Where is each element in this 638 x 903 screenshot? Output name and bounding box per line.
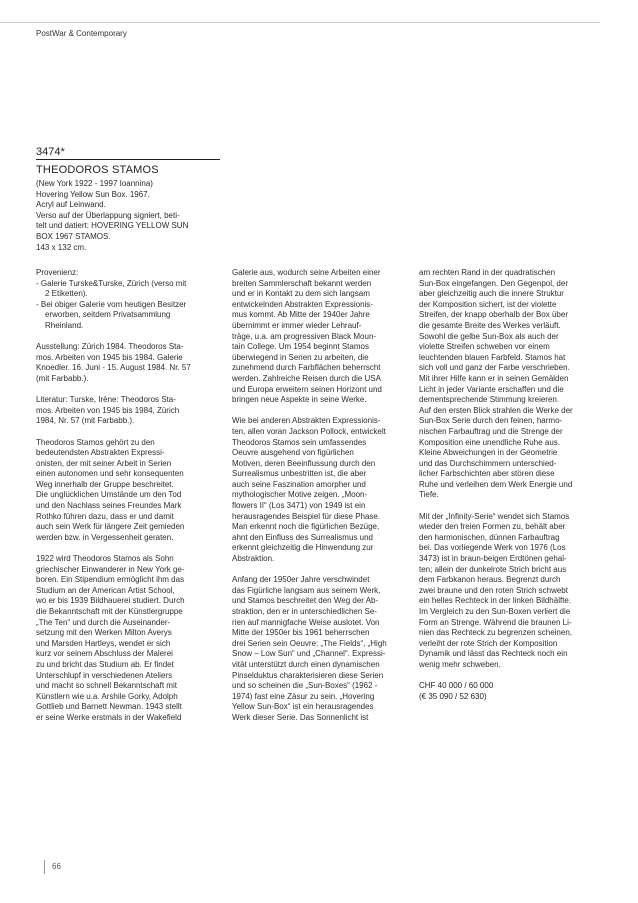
text-line: ten; allein der dunkelrote Strich bricht aus bbox=[419, 564, 567, 574]
text-line: einen autonomen und sehr konsequenten bbox=[36, 469, 184, 479]
text-line: rien auf mannigfache Weise auslotet. Von bbox=[232, 617, 380, 627]
text-line: dementsprechende Stimmung kreieren. bbox=[419, 395, 560, 405]
text-line: entwickelnden Abstrakten Expressionis- bbox=[232, 299, 373, 309]
text-line: boren. Ein Stipendium ermöglicht ihm das bbox=[36, 575, 185, 585]
text-line: wenig mehr schweben. bbox=[419, 659, 501, 669]
text-line: Galerie aus, wodurch seine Arbeiten einer bbox=[232, 268, 381, 277]
text-line: Sowohl die gelbe Sun-Box als auch der bbox=[419, 331, 559, 341]
text-line: auch sein Werk für längere Zeit gemieden bbox=[36, 522, 185, 532]
text-line: flowers II“ (Los 3471) von 1949 ist ein bbox=[232, 501, 366, 511]
text-line: und das Durchschimmern unterschied- bbox=[419, 458, 557, 468]
text-line: und den Nachlass seines Freundes Mark bbox=[36, 501, 182, 511]
text-line: Mit der „Infinity-Serie“ wendet sich Stamos bbox=[419, 511, 570, 521]
text-line: Dynamik und lässt das Rechteck noch ein bbox=[419, 649, 568, 659]
footer-rule bbox=[44, 860, 45, 874]
text-line: das Figürliche langsam aus seinem Werk, bbox=[232, 585, 381, 595]
text-line: kurz vor seinem Abschluss der Malerei bbox=[36, 649, 173, 659]
text-line: übernimmt er immer wieder Lehrauf- bbox=[232, 320, 362, 330]
text-line: den harmonischen, dünnen Farbauftrag bbox=[419, 532, 560, 542]
text-line: am rechten Rand in der quadratischen bbox=[419, 268, 556, 277]
text-line: und Europa erweitern seinen Horizont und bbox=[232, 384, 382, 394]
section-label: PostWar & Contemporary bbox=[36, 29, 127, 38]
text-line: der Komposition sichert, ist der violette bbox=[419, 299, 557, 309]
text-line: 1922 wird Theodoros Stamos als Sohn bbox=[36, 554, 174, 564]
text-line: zwei braune und den roten Strich schwebt bbox=[419, 585, 568, 595]
text-line: er seine Werke erstmals in der Wakefield bbox=[36, 712, 182, 722]
text-line: aber gleichzeitig auch die innere Struktur bbox=[419, 289, 564, 299]
page-number: 66 bbox=[52, 862, 61, 871]
text-line: breiten Sammlerschaft bekannt werden bbox=[232, 278, 372, 288]
text-line: Abstraktion. bbox=[232, 554, 275, 564]
text-line: zu und bricht das Studium ab. Er findet bbox=[36, 659, 174, 669]
text-line: auch seine Faszination amorpher und bbox=[232, 479, 366, 489]
text-line: mos. Arbeiten von 1945 bis 1984, Zürich bbox=[36, 405, 180, 415]
text-line: Komposition eine unendliche Ruhe aus. bbox=[419, 437, 560, 447]
text-line: Rothko führen dazu, dass er und damit bbox=[36, 511, 174, 521]
text-line: - Galerie Turske&Turske, Zürich (verso mit bbox=[36, 278, 187, 288]
text-line: (mit Farbabb.). bbox=[36, 373, 89, 383]
text-line: Theodoros Stamos gehört zu den bbox=[36, 437, 155, 447]
text-line: Licht in jeder Variante erschaffen und die bbox=[419, 384, 564, 394]
paragraph-gap bbox=[36, 332, 224, 343]
text-line: Kleine Abweichungen in der Geometrie bbox=[419, 448, 558, 458]
text-line: Die unglücklichen Umstände um den Tod bbox=[36, 490, 182, 500]
text-line: 3473) ist in braun-beigen Erdtönen gehal- bbox=[419, 554, 567, 564]
artist-name: THEODOROS STAMOS bbox=[36, 164, 159, 176]
text-line: Mitte der 1950er bis 1961 beherrschen bbox=[232, 628, 370, 638]
text-line: sich voll und ganz der Farbe verschrieben. bbox=[419, 363, 570, 373]
text-line: straktion, den er in unterschiedlichen Se- bbox=[232, 607, 377, 616]
text-line: Oeuvre ausgehend von figürlichen bbox=[232, 448, 354, 458]
text-column-left bbox=[36, 268, 224, 724]
text-column-right bbox=[419, 268, 605, 702]
text-line: licher Farbschichten aber stören diese bbox=[419, 469, 555, 479]
text-line: Provenienz: bbox=[36, 268, 79, 277]
text-line: griechischer Einwanderer in New York ge- bbox=[36, 564, 185, 574]
text-line: werden bzw. in Vergessenheit geraten. bbox=[36, 532, 174, 542]
paragraph-gap bbox=[36, 385, 224, 396]
text-line: Tiefe. bbox=[419, 490, 439, 500]
text-line: Auf den ersten Blick strahlen die Werke der bbox=[419, 405, 573, 415]
text-line: tain College. Um 1954 beginnt Stamos bbox=[232, 342, 369, 352]
text-line: und macht so schnell Bekanntschaft mit bbox=[36, 681, 177, 691]
paragraph-gap bbox=[36, 427, 224, 438]
text-line: träge, u.a. am progressiven Black Moun- bbox=[232, 331, 377, 341]
text-line: onisten, der mit seiner Arbeit in Serien bbox=[36, 458, 172, 468]
text-line: Streifen, der knapp oberhalb der Box über bbox=[419, 310, 568, 320]
text-line: „The Ten“ und durch die Auseinander- bbox=[36, 617, 171, 627]
paragraph-gap bbox=[232, 406, 410, 417]
lot-divider bbox=[36, 159, 220, 160]
text-line: ahnt den Einfluss des Surrealismus und bbox=[232, 532, 373, 542]
lot-detail-line: telt und datiert: HOVERING YELLOW SUN bbox=[36, 221, 189, 231]
text-line: vität unterstützt durch einen dynamischen bbox=[232, 659, 380, 669]
text-line: Im Vergleich zu den Sun-Boxen verliert die bbox=[419, 607, 571, 616]
text-line: Surrealismus unbestritten ist, die aber bbox=[232, 469, 367, 479]
text-line: Form an Strenge. Während die braunen Li- bbox=[419, 617, 572, 627]
text-line: Pinselduktus charakterisieren diese Serien bbox=[232, 670, 384, 680]
text-line: werden. Zahlreiche Reisen durch die USA bbox=[232, 373, 381, 383]
text-line: und Marsden Hartleys, wendet er sich bbox=[36, 638, 171, 648]
text-line: Gottlieb und Barnett Newman. 1943 stellt bbox=[36, 702, 182, 712]
text-line: 1984, Nr. 57 (mit Farbabb.). bbox=[36, 416, 135, 426]
text-line: Unterschlupf in verschiedenen Ateliers bbox=[36, 670, 173, 680]
text-line: Weg innerhalb der Gruppe beschreitet. bbox=[36, 479, 174, 489]
text-line: violette Streifen schweben vor einem bbox=[419, 342, 550, 352]
paragraph-gap bbox=[419, 671, 605, 682]
text-line: Werk dieser Serie. Das Sonnenlicht ist bbox=[232, 712, 369, 722]
text-line: ten, allen voran Jackson Pollock, entwickelt bbox=[232, 426, 386, 436]
text-line: mus kommt. Ab Mitte der 1940er Jahre bbox=[232, 310, 370, 320]
text-line: bei. Das vorliegende Werk von 1976 (Los bbox=[419, 543, 566, 553]
lot-detail-line: Verso auf der Überlappung signiert, beti- bbox=[36, 210, 180, 220]
text-line: erworben, seitdem Privatsammlung bbox=[45, 310, 171, 320]
text-line: verleiht der rote Strich der Komposition bbox=[419, 638, 558, 648]
text-line: Yellow Sun-Box“ ist ein herausragendes bbox=[232, 702, 374, 712]
text-line: mythologischer Motive zeigen. „Moon- bbox=[232, 490, 368, 500]
price-estimate: (€ 35 090 / 52 630) bbox=[419, 691, 487, 701]
paragraph-gap bbox=[419, 501, 605, 512]
text-line: Sun-Box Serie durch den feinen, harmo- bbox=[419, 416, 563, 426]
text-line: nien das Rechteck zu begrenzen scheinen, bbox=[419, 628, 572, 638]
text-line: drei Serien sein Oeuvre: „The Fields“, „High bbox=[232, 638, 387, 648]
text-line: Wie bei anderen Abstrakten Expressionis- bbox=[232, 416, 381, 426]
text-line: Studium an der American Artist School, bbox=[36, 585, 175, 595]
paragraph-gap bbox=[232, 565, 410, 576]
text-line: und Stamos beschreitet den Weg der Ab- bbox=[232, 596, 379, 606]
text-line: mos. Arbeiten von 1945 bis 1984. Galerie bbox=[36, 352, 183, 362]
text-line: Theodoros Stamos sein umfassendes bbox=[232, 437, 367, 447]
text-line: wieder den freien Formen zu, behält aber bbox=[419, 522, 566, 532]
text-line: Rheinland. bbox=[45, 320, 84, 330]
text-line: erkennt gleichzeitig die Hinwendung zur bbox=[232, 543, 374, 553]
text-line: Ruhe und verleihen dem Werk Energie und bbox=[419, 479, 573, 489]
text-line: und so scheinen die „Sun-Boxes“ (1962 - bbox=[232, 681, 378, 691]
lot-detail-line: Hovering Yellow Sun Box. 1967. bbox=[36, 189, 150, 199]
text-line: die Bekanntschaft mit der Künstlergruppe bbox=[36, 607, 183, 616]
text-line: nischen Farbauftrag und die Strenge der bbox=[419, 426, 563, 436]
lot-details bbox=[36, 179, 222, 253]
text-line: Künstlern wie u.a. Arshile Gorky, Adolph bbox=[36, 691, 178, 701]
text-line: 1974) fast eine Zäsur zu sein. „Hovering bbox=[232, 691, 375, 701]
text-line: wo er bis 1939 Bildhauerei studiert. Durch bbox=[36, 596, 185, 606]
text-line: bedeutendsten Abstrakten Expressi- bbox=[36, 448, 165, 458]
text-line: 2 Etiketten). bbox=[45, 289, 88, 299]
text-line: Motiven, deren Beeinflussung durch den bbox=[232, 458, 376, 468]
text-line: leuchtenden blauen Farbfeld. Stamos hat bbox=[419, 352, 566, 362]
lot-detail-line: (New York 1922 - 1997 Ioannina) bbox=[36, 179, 153, 188]
text-column-middle bbox=[232, 268, 410, 724]
text-line: Knoedler. 16. Juni - 15. August 1984. Nr. 57 bbox=[36, 363, 191, 373]
text-line: Man erkennt noch die figürlichen Bezüge, bbox=[232, 522, 380, 532]
price-estimate: CHF 40 000 / 60 000 bbox=[419, 681, 494, 691]
header-rule bbox=[0, 22, 600, 23]
text-line: überwiegend in Serien zu arbeiten, die bbox=[232, 352, 369, 362]
lot-detail-line: 143 x 132 cm. bbox=[36, 242, 87, 252]
text-line: die gesamte Breite des Werkes verläuft. bbox=[419, 320, 561, 330]
text-line: zunehmend durch Farbflächen beherrscht bbox=[232, 363, 381, 373]
text-line: herausragendes Beispiel für diese Phase. bbox=[232, 511, 381, 521]
text-line: Mit ihrer Hilfe kann er in seinen Gemälden bbox=[419, 373, 569, 383]
paragraph-gap bbox=[36, 543, 224, 554]
lot-number: 3474* bbox=[36, 146, 65, 158]
text-line: - Bei obiger Galerie vom heutigen Besitzer bbox=[36, 299, 187, 309]
text-line: setzung mit den Werken Milton Averys bbox=[36, 628, 172, 638]
text-line: dem Farbkanon heraus. Begrenzt durch bbox=[419, 575, 561, 585]
text-line: bringen neue Aspekte in seine Werke. bbox=[232, 395, 367, 405]
text-line: und er in Kontakt zu dem sich langsam bbox=[232, 289, 370, 299]
text-line: Snow – Low Sun“ und „Channel“. Expressi- bbox=[232, 649, 386, 659]
lot-detail-line: Acryl auf Leinwand. bbox=[36, 200, 106, 210]
text-line: Literatur: Turske, Irène: Theodoros Sta- bbox=[36, 395, 176, 405]
text-line: Anfang der 1950er Jahre verschwindet bbox=[232, 575, 370, 585]
text-line: Sun-Box eingefangen. Den Gegenpol, der bbox=[419, 278, 568, 288]
lot-detail-line: BOX 1967 STAMOS. bbox=[36, 231, 111, 241]
text-line: Ausstellung: Zürich 1984. Theodoros Sta- bbox=[36, 342, 184, 352]
text-line: ein helles Rechteck in der linken Bildhälfte. bbox=[419, 596, 572, 606]
